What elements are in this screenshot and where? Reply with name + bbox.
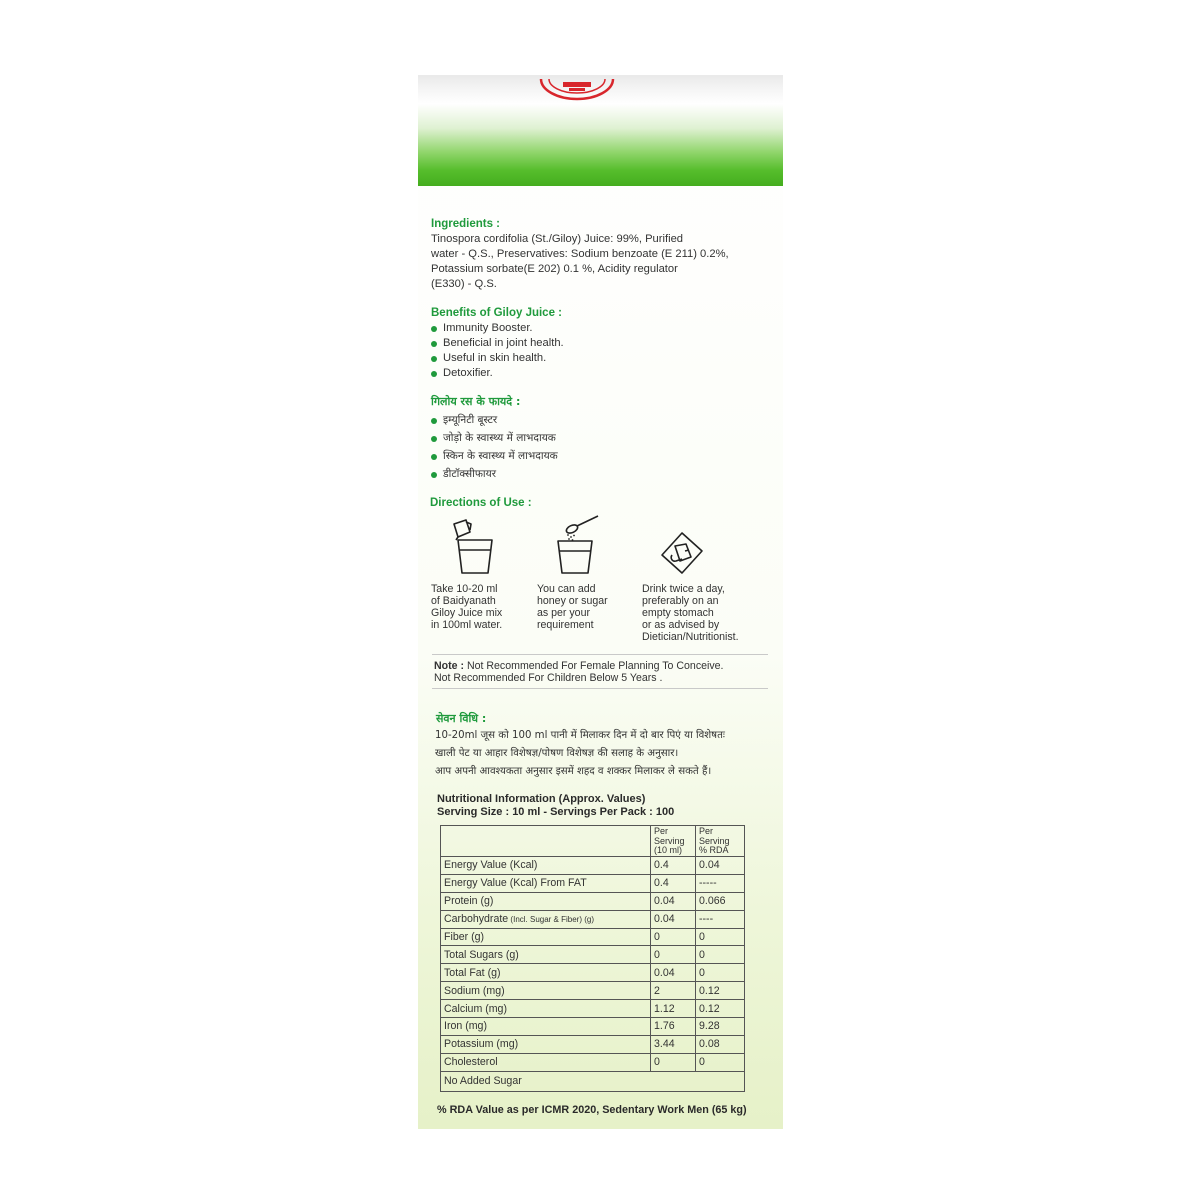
table-row bbox=[441, 928, 745, 946]
per-serving-value: 0.4 bbox=[651, 857, 696, 875]
benefit-hindi-item: जोड़ो के स्वास्थ्य में लाभदायक bbox=[430, 429, 558, 447]
nutrient-name: Cholesterol bbox=[441, 1053, 651, 1071]
nutrient-name: Energy Value (Kcal) bbox=[441, 857, 651, 875]
per-serving-value: 0.04 bbox=[651, 892, 696, 910]
header-blank-cell bbox=[441, 826, 651, 857]
nutrient-name: Sodium (mg) bbox=[441, 982, 651, 1000]
benefit-hindi-item: स्किन के स्वास्थ्य में लाभदायक bbox=[430, 447, 558, 465]
benefit-hindi-item: डीटॉक्सीफायर bbox=[430, 465, 558, 483]
spoon-glass-icon bbox=[548, 513, 610, 575]
direction-line: or as advised by bbox=[642, 619, 720, 631]
benefit-item: Detoxifier. bbox=[430, 366, 564, 381]
header-per-serving bbox=[651, 826, 696, 857]
header-line: Serving bbox=[654, 835, 685, 846]
rda-value: 0.08 bbox=[696, 1035, 745, 1053]
green-top-band bbox=[418, 75, 783, 186]
benefit-hindi-item: इम्यूनिटी बूस्टर bbox=[430, 411, 558, 429]
benefits-hindi-list bbox=[430, 411, 558, 483]
table-row bbox=[441, 1000, 745, 1018]
nutrient-name: Total Fat (g) bbox=[441, 964, 651, 982]
benefit-item: Useful in skin health. bbox=[430, 351, 564, 366]
divider bbox=[432, 654, 768, 655]
header-line: Per bbox=[654, 826, 669, 836]
no-added-sugar: No Added Sugar bbox=[441, 1071, 745, 1091]
rda-value: ----- bbox=[696, 874, 745, 892]
direction-line: preferably on an bbox=[642, 595, 719, 607]
header-line: (10 ml) bbox=[654, 845, 683, 855]
per-serving-value: 0.04 bbox=[651, 964, 696, 982]
direction-line: of Baidyanath bbox=[431, 595, 496, 607]
note-label: Note : bbox=[434, 660, 465, 672]
table-header-row bbox=[441, 826, 745, 857]
rda-value: 0.12 bbox=[696, 982, 745, 1000]
direction-line: Dietician/Nutritionist. bbox=[642, 631, 739, 643]
rda-value: 0.066 bbox=[696, 892, 745, 910]
per-serving-value: 3.44 bbox=[651, 1035, 696, 1053]
nutrient-name: Total Sugars (g) bbox=[441, 946, 651, 964]
table-row bbox=[441, 1053, 745, 1071]
nutrient-name-cell bbox=[441, 910, 651, 928]
sevan-vidhi-line: 10-20ml जूस को 100 ml पानी में मिलाकर दिन में दो बार पिएं या विशेषतः bbox=[435, 730, 725, 741]
direction-line: empty stomach bbox=[642, 607, 714, 619]
sevan-vidhi-text bbox=[435, 727, 783, 781]
rda-value: 0.04 bbox=[696, 857, 745, 875]
header-rda bbox=[696, 826, 745, 857]
divider bbox=[432, 688, 768, 689]
header-line: Per bbox=[699, 826, 714, 836]
rda-value: 0.12 bbox=[696, 1000, 745, 1018]
ingredients-line: (E330) - Q.S. bbox=[431, 278, 497, 290]
direction-step-3-text bbox=[642, 583, 739, 643]
table-row bbox=[441, 892, 745, 910]
nutrient-name: Potassium (mg) bbox=[441, 1035, 651, 1053]
ingredients-line: Potassium sorbate(E 202) 0.1 %, Acidity regulator bbox=[431, 263, 678, 275]
note-line-2: Not Recommended For Children Below 5 Years . bbox=[434, 672, 663, 684]
per-serving-value: 0 bbox=[651, 1053, 696, 1071]
direction-line: Take 10-20 ml bbox=[431, 583, 498, 595]
rda-footnote: % RDA Value as per ICMR 2020, Sedentary Work Men (65 kg) bbox=[437, 1104, 747, 1116]
rda-value: 0 bbox=[696, 1053, 745, 1071]
direction-line: in 100ml water. bbox=[431, 619, 503, 631]
header-line: Serving bbox=[699, 835, 730, 846]
benefits-hindi-heading: गिलोय रस के फायदे : bbox=[431, 395, 521, 408]
direction-line: You can add bbox=[537, 583, 596, 595]
nutrient-name: Fiber (g) bbox=[441, 928, 651, 946]
product-box-panel bbox=[418, 75, 783, 1129]
sevan-vidhi-heading: सेवन विधि : bbox=[436, 712, 487, 725]
direction-step-1-text bbox=[431, 583, 502, 631]
seal-logo-icon bbox=[539, 79, 615, 101]
benefit-item: Immunity Booster. bbox=[430, 321, 564, 336]
sevan-vidhi-line: खाली पेट या आहार विशेषज्ञ/पोषण विशेषज्ञ की सलाह के अनुसार। bbox=[435, 748, 679, 759]
nutrient-name: Energy Value (Kcal) From FAT bbox=[441, 874, 651, 892]
directions-heading: Directions of Use : bbox=[430, 497, 532, 509]
ingredients-line: Tinospora cordifolia (St./Giloy) Juice: 99%, Purified bbox=[431, 233, 684, 245]
table-row bbox=[441, 964, 745, 982]
rda-value: 9.28 bbox=[696, 1018, 745, 1036]
note-line-1: Not Recommended For Female Planning To Conceive. bbox=[464, 660, 724, 672]
ingredients-heading: Ingredients : bbox=[431, 218, 501, 230]
ingredients-line: water - Q.S., Preservatives: Sodium benzoate (E 211) 0.2%, bbox=[431, 248, 729, 260]
rda-value: 0 bbox=[696, 946, 745, 964]
header-line: % RDA bbox=[699, 845, 729, 855]
direction-line: as per your bbox=[537, 607, 590, 619]
nutrient-name-note: (Incl. Sugar & Fiber) (g) bbox=[508, 915, 595, 925]
rda-value: 0 bbox=[696, 964, 745, 982]
nutrition-title: Nutritional Information (Approx. Values) bbox=[437, 793, 646, 805]
nutrient-name: Calcium (mg) bbox=[441, 1000, 651, 1018]
sevan-vidhi-line: आप अपनी आवश्यकता अनुसार इसमें शहद व शक्कर मिलाकर ले सकते हैं। bbox=[435, 766, 712, 777]
direction-line: requirement bbox=[537, 619, 594, 631]
nutrient-name: Protein (g) bbox=[441, 892, 651, 910]
note-text bbox=[434, 660, 724, 684]
per-serving-value: 0.4 bbox=[651, 874, 696, 892]
table-row bbox=[441, 946, 745, 964]
per-serving-value: 1.76 bbox=[651, 1018, 696, 1036]
benefit-item: Beneficial in joint health. bbox=[430, 336, 564, 351]
direction-line: Giloy Juice mix bbox=[431, 607, 503, 619]
direction-step-2-text bbox=[537, 583, 608, 631]
nutrient-name: Carbohydrate bbox=[444, 913, 509, 926]
rda-value: 0 bbox=[696, 928, 745, 946]
table-row bbox=[441, 874, 745, 892]
table-row bbox=[441, 910, 745, 928]
nutrition-serving: Serving Size : 10 ml - Servings Per Pack : 100 bbox=[437, 806, 675, 818]
benefits-list bbox=[430, 321, 564, 381]
direction-line: honey or sugar bbox=[537, 595, 608, 607]
benefits-heading: Benefits of Giloy Juice : bbox=[431, 307, 562, 319]
table-row bbox=[441, 1018, 745, 1036]
per-serving-value: 0.04 bbox=[651, 910, 696, 928]
table-row bbox=[441, 857, 745, 875]
per-serving-value: 0 bbox=[651, 928, 696, 946]
per-serving-value: 1.12 bbox=[651, 1000, 696, 1018]
table-row bbox=[441, 982, 745, 1000]
cup-pour-glass-icon bbox=[440, 518, 498, 576]
table-row bbox=[441, 1071, 745, 1091]
per-serving-value: 2 bbox=[651, 982, 696, 1000]
per-serving-value: 0 bbox=[651, 946, 696, 964]
ingredients-text bbox=[431, 232, 776, 292]
direction-line: Drink twice a day, bbox=[642, 583, 725, 595]
table-row bbox=[441, 1035, 745, 1053]
hand-glass-icon bbox=[658, 529, 706, 577]
rda-value: ---- bbox=[696, 910, 745, 928]
nutrition-table bbox=[440, 825, 745, 1092]
nutrient-name: Iron (mg) bbox=[441, 1018, 651, 1036]
